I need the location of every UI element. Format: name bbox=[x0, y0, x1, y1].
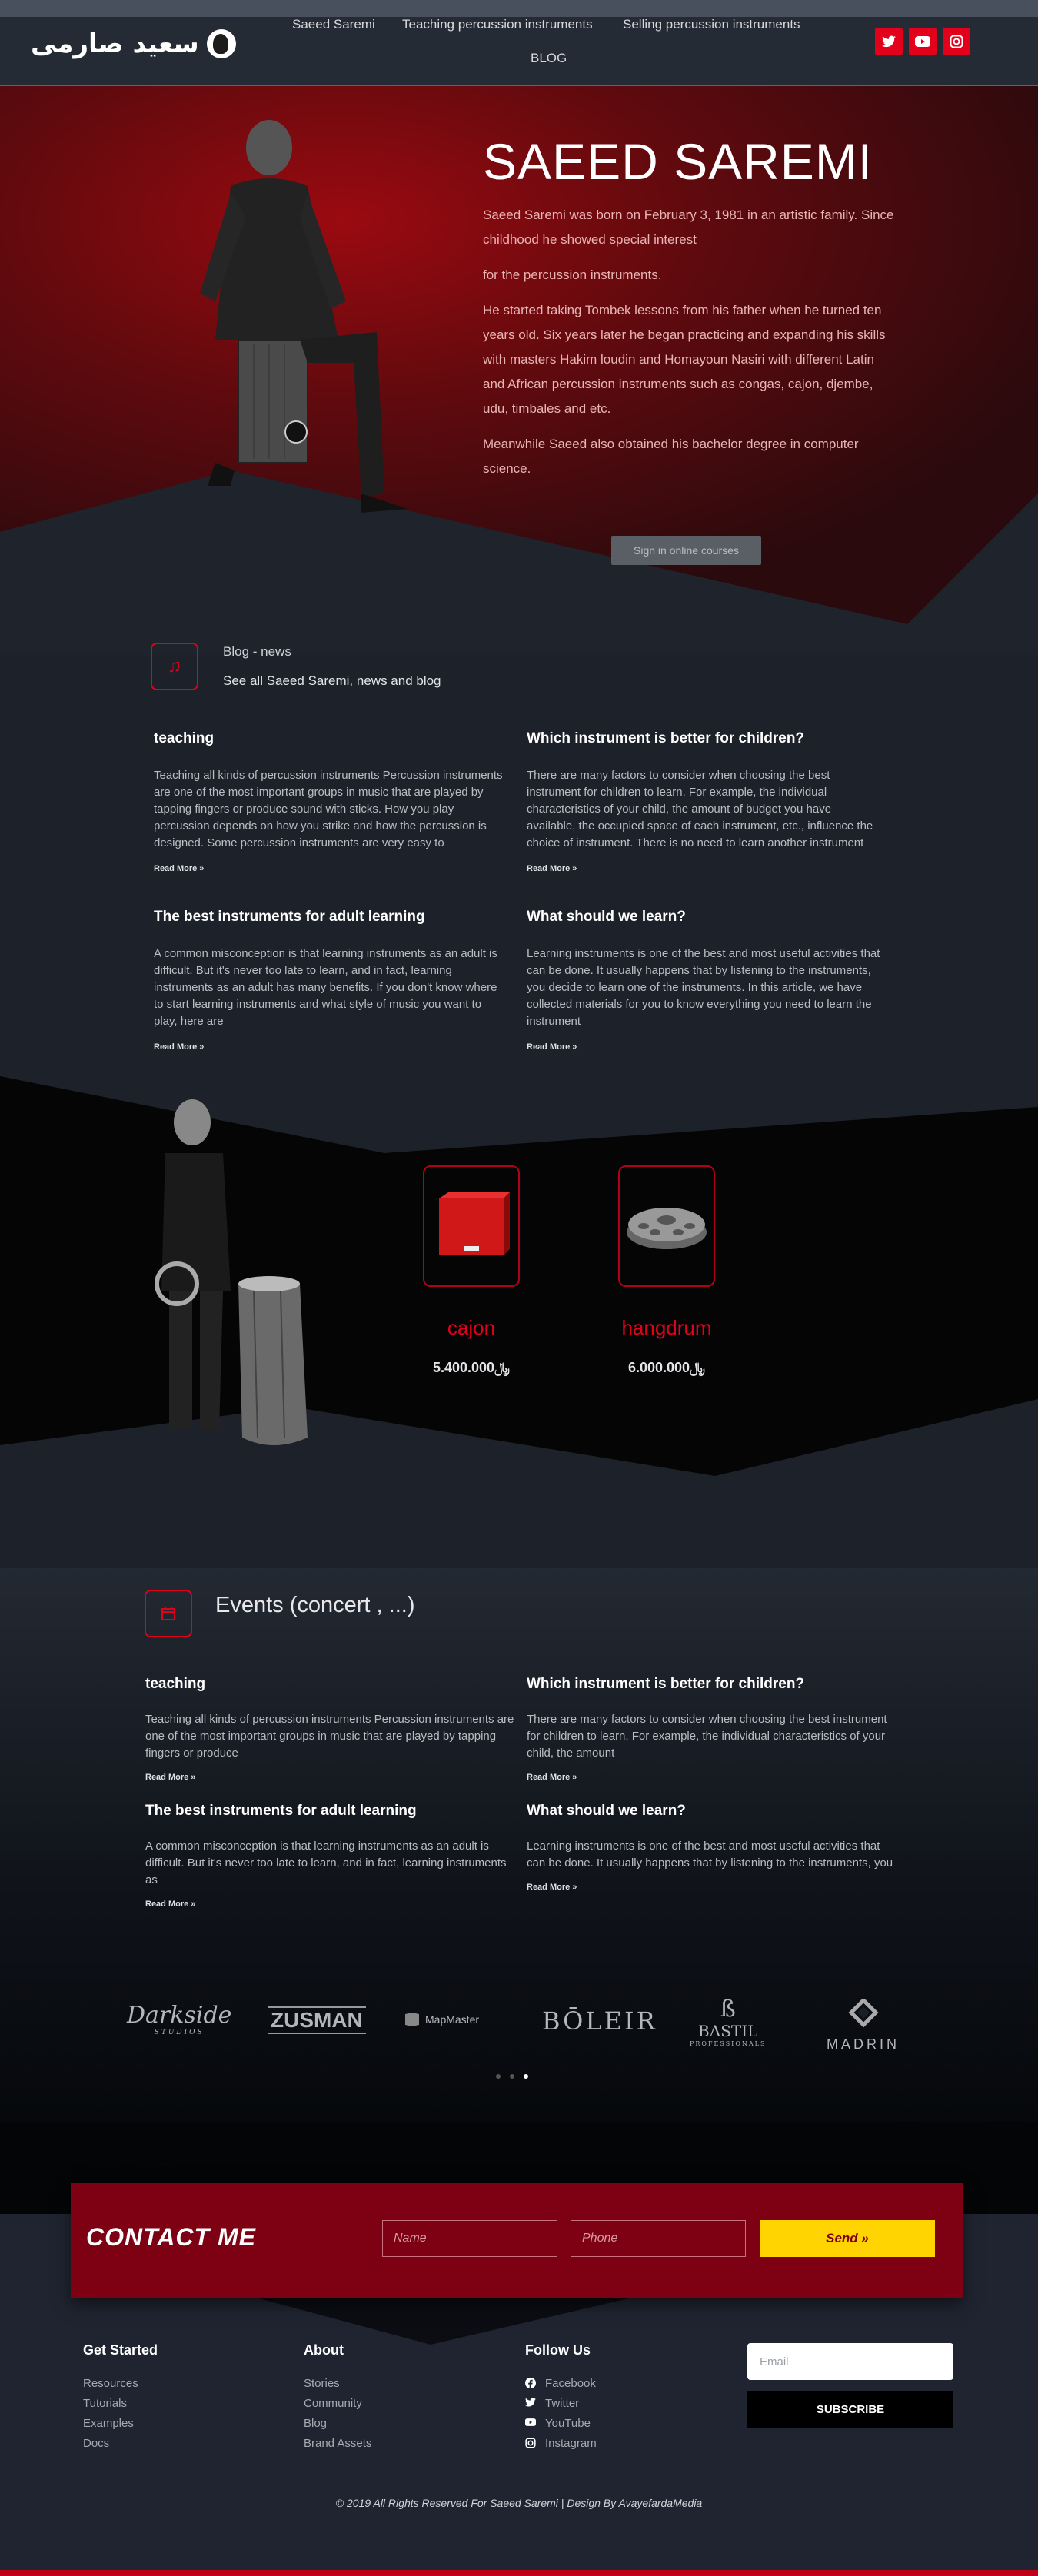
nav-selling[interactable]: Selling percussion instruments bbox=[623, 17, 800, 32]
newsletter-email-input[interactable]: Email bbox=[747, 2343, 953, 2380]
nav-blog[interactable]: BLOG bbox=[531, 51, 567, 65]
top-strip bbox=[0, 0, 1038, 17]
product-name[interactable]: cajon bbox=[447, 1316, 496, 1339]
product-card[interactable] bbox=[597, 1165, 736, 1376]
footer-social-facebook[interactable] bbox=[525, 2377, 597, 2389]
name-input[interactable]: Name bbox=[382, 2220, 557, 2257]
footer-heading: About bbox=[304, 2342, 344, 2358]
send-button[interactable]: Send » bbox=[760, 2220, 935, 2257]
footer-link[interactable]: Tutorials bbox=[83, 2396, 127, 2410]
read-more-link[interactable]: Read More » bbox=[154, 1042, 205, 1052]
product-name[interactable]: hangdrum bbox=[621, 1316, 712, 1339]
post-title[interactable]: What should we learn? bbox=[527, 1803, 686, 1819]
blog-post bbox=[154, 909, 507, 1052]
post-excerpt: Teaching all kinds of percussion instruments Percussion instruments are one of the most important groups in music that are played by tapping fingers or produce sound with sticks. How you play percussion depends on how you strike and how the percussion is designed. Some percussion instruments are very easy to bbox=[154, 769, 503, 849]
hangdrum-image[interactable] bbox=[618, 1165, 715, 1287]
brand-logo-mapmaster[interactable] bbox=[404, 2011, 479, 2028]
brand-text: MapMaster bbox=[425, 2013, 480, 2026]
blog-title[interactable]: Blog - news bbox=[223, 644, 291, 659]
carousel-dot[interactable] bbox=[496, 2074, 501, 2079]
brand-text: Darkside bbox=[127, 2002, 232, 2029]
artist-photo-cajon bbox=[185, 109, 415, 540]
hero-paragraph: Saeed Saremi was born on February 3, 1981 in an artistic family. Since childhood he showed special interest bbox=[483, 208, 894, 247]
contact-title: CONTACT ME bbox=[86, 2223, 256, 2251]
site-header bbox=[0, 17, 1038, 86]
hero-title: SAEED SAREMI bbox=[483, 133, 873, 190]
post-title[interactable]: The best instruments for adult learning bbox=[145, 1803, 417, 1819]
read-more-link[interactable]: Read More » bbox=[154, 864, 205, 873]
hero-paragraph: He started taking Tombek lessons from his father when he turned ten years old. Six years later he began practicing and expanding his skills with masters Hakim loudin and Homayoun Nasiri with different Latin and African percussion instruments such as congas, cajon, djembe, udu, timbales and etc. bbox=[483, 303, 886, 416]
footer-link[interactable]: Brand Assets bbox=[304, 2436, 372, 2450]
shop-section bbox=[0, 1076, 1038, 1568]
instagram-icon bbox=[525, 2438, 536, 2448]
carousel-dot-active[interactable] bbox=[524, 2074, 528, 2079]
events-title: Events (concert , ...) bbox=[215, 1593, 415, 1617]
brand-logo-boleir[interactable]: BŌLEIR bbox=[542, 2006, 657, 2036]
hero-paragraph: Meanwhile Saeed also obtained his bachelor degree in computer science. bbox=[483, 437, 859, 476]
calendar-icon bbox=[145, 1590, 192, 1637]
blog-post bbox=[154, 730, 507, 873]
read-more-link[interactable]: Read More » bbox=[527, 1773, 577, 1782]
event-post bbox=[145, 1676, 514, 1782]
read-more-link[interactable]: Read More » bbox=[527, 1883, 577, 1892]
footer-heading: Follow Us bbox=[525, 2342, 591, 2358]
carousel-dot[interactable] bbox=[510, 2074, 514, 2079]
post-title[interactable]: Which instrument is better for children? bbox=[527, 1676, 805, 1692]
bottom-accent-bar bbox=[0, 2570, 1038, 2576]
event-post bbox=[145, 1803, 514, 1909]
footer-link[interactable]: Blog bbox=[304, 2416, 328, 2430]
post-excerpt: A common misconception is that learning instruments as an adult is difficult. But it's never too late to learn, and in fact, learning instruments as bbox=[145, 1840, 507, 1886]
footer-col-get-started bbox=[83, 2342, 158, 2457]
brand-text: BASTIL bbox=[698, 2022, 758, 2040]
brand-logo-darkside[interactable] bbox=[127, 2002, 231, 2036]
footer-social-youtube[interactable] bbox=[525, 2417, 597, 2429]
nav-saeed-saremi[interactable]: Saeed Saremi bbox=[292, 17, 375, 32]
brand-subtext: PROFESSIONALS bbox=[690, 2040, 767, 2047]
footer-col-about bbox=[304, 2342, 371, 2457]
product-price: 5.400.000﷼ bbox=[432, 1360, 510, 1375]
main-nav bbox=[277, 17, 815, 85]
post-title[interactable]: What should we learn? bbox=[527, 909, 686, 925]
footer-link[interactable]: Examples bbox=[83, 2416, 134, 2430]
blog-post bbox=[527, 730, 880, 873]
brand-text: MADRIN bbox=[827, 2036, 900, 2052]
contact-banner bbox=[71, 2183, 963, 2298]
product-card[interactable] bbox=[402, 1165, 541, 1376]
read-more-link[interactable]: Read More » bbox=[145, 1773, 196, 1782]
footer-link[interactable]: Resources bbox=[83, 2376, 138, 2390]
phone-input[interactable]: Phone bbox=[571, 2220, 746, 2257]
footer-social-twitter[interactable] bbox=[525, 2397, 597, 2409]
brand-carousel bbox=[0, 1968, 1038, 2122]
post-title[interactable]: teaching bbox=[145, 1676, 206, 1692]
instagram-icon[interactable] bbox=[943, 28, 970, 55]
youtube-icon[interactable] bbox=[909, 28, 937, 55]
hero-section bbox=[0, 86, 1038, 655]
twitter-icon bbox=[525, 2398, 536, 2408]
blog-subtitle: See all Saeed Saremi, news and blog bbox=[223, 673, 441, 688]
read-more-link[interactable]: Read More » bbox=[527, 864, 577, 873]
brand-logo-zusman[interactable]: ZUSMAN bbox=[268, 2006, 366, 2034]
product-price: 6.000.000﷼ bbox=[627, 1360, 705, 1375]
event-post bbox=[527, 1803, 896, 1892]
brand-logo-madrin[interactable] bbox=[827, 1999, 900, 2052]
social-links bbox=[875, 28, 970, 55]
footer-link: Instagram bbox=[545, 2436, 597, 2450]
music-note-icon: ♫ bbox=[151, 643, 198, 690]
post-excerpt: A common misconception is that learning instruments as an adult is difficult. But it's never too late to learn, and in fact, learning instruments as an adult has many benefits. If you don't know where to start learning instruments and what style of music you want to play, here are bbox=[154, 947, 497, 1028]
hero-paragraph: for the percussion instruments. bbox=[483, 268, 662, 282]
read-more-link[interactable]: Read More » bbox=[145, 1900, 196, 1909]
madrin-mark-icon bbox=[840, 1999, 887, 2033]
sign-in-courses-button[interactable]: Sign in online courses bbox=[611, 536, 761, 565]
youtube-icon bbox=[525, 2418, 536, 2428]
read-more-link[interactable]: Read More » bbox=[527, 1042, 577, 1052]
blog-post bbox=[527, 909, 880, 1052]
brand-subtext: STUDIOS bbox=[154, 2029, 205, 2036]
post-excerpt: Teaching all kinds of percussion instruments Percussion instruments are one of the most important groups in music that are played by tapping fingers or produce bbox=[145, 1713, 514, 1760]
post-title[interactable]: teaching bbox=[154, 730, 215, 746]
bastil-mark-icon: ß bbox=[720, 1996, 736, 2023]
logo-text: سعید صارمی bbox=[31, 28, 199, 59]
brand-logo-bastil[interactable] bbox=[690, 1997, 766, 2047]
copyright-text: © 2019 All Rights Reserved For Saeed Saremi | Design By AvayefardaMedia bbox=[335, 2497, 703, 2509]
footer-link: YouTube bbox=[545, 2416, 591, 2430]
post-title[interactable]: The best instruments for adult learning bbox=[154, 909, 425, 925]
hero-bio bbox=[483, 203, 898, 492]
carousel-dots bbox=[496, 2074, 528, 2079]
footer-col-follow bbox=[525, 2342, 597, 2457]
twitter-icon[interactable] bbox=[875, 28, 903, 55]
cajon-image[interactable] bbox=[423, 1165, 520, 1287]
footer-link: Twitter bbox=[545, 2396, 580, 2410]
footer-social-instagram[interactable] bbox=[525, 2437, 597, 2449]
footer-link: Facebook bbox=[545, 2376, 596, 2390]
facebook-icon bbox=[525, 2378, 536, 2388]
footer-link[interactable]: Docs bbox=[83, 2436, 110, 2450]
post-excerpt: Learning instruments is one of the best and most useful activities that can be done. It usually happens that by listening to the instruments, you bbox=[527, 1840, 893, 1870]
post-excerpt: There are many factors to consider when choosing the best instrument for children to learn. For example, the individual characteristics of your child, the amount bbox=[527, 1713, 887, 1760]
artist-photo-conga bbox=[146, 1092, 346, 1461]
post-excerpt: Learning instruments is one of the best and most useful activities that can be done. It usually happens that by listening to the instruments, you decide to learn one of the instruments. In this article, we have collected materials for you to know everything you need to learn the instrument bbox=[527, 947, 880, 1028]
footer-link[interactable]: Stories bbox=[304, 2376, 340, 2390]
nav-teaching[interactable]: Teaching percussion instruments bbox=[402, 17, 593, 32]
subscribe-button[interactable]: SUBSCRIBE bbox=[747, 2391, 953, 2428]
event-post bbox=[527, 1676, 896, 1782]
post-title[interactable]: Which instrument is better for children? bbox=[527, 730, 805, 746]
site-logo[interactable] bbox=[31, 25, 236, 63]
logo-icon bbox=[207, 29, 236, 58]
post-excerpt: There are many factors to consider when choosing the best instrument for children to learn. For example, the individual characteristics of your child, the amount of budget you have available, the occupied space of each instrument, etc., influence the choice of instrument. There is no need to learn another instrument bbox=[527, 769, 873, 849]
footer-heading: Get Started bbox=[83, 2342, 158, 2358]
footer-link[interactable]: Community bbox=[304, 2396, 362, 2410]
